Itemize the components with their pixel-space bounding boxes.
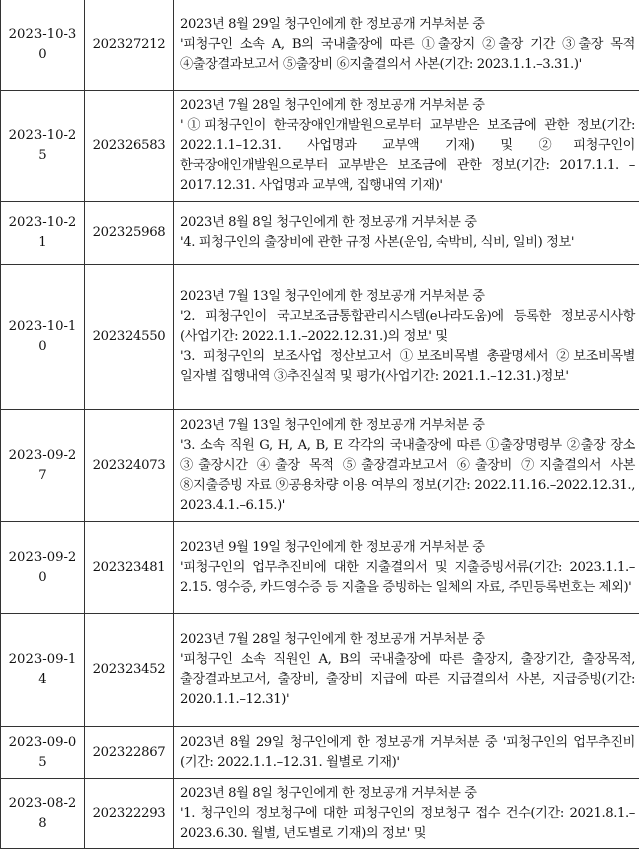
case-number: 202323452 — [85, 614, 174, 727]
decision-date: 2023-10-30 — [1, 0, 85, 91]
table-row — [1, 614, 639, 727]
content-line: '2. 피청구인이 국고보조금통합관리시스템(e나라도움)에 등록한 정보공시사항(사업기간: 2022.1.1.–2022.12.31.)의 정보' 및 — [180, 309, 635, 344]
content-line: 2023년 8월 8일 청구인에게 한 정보공개 거부처분 중 — [180, 215, 477, 230]
decision-content — [174, 614, 639, 727]
content-line: 2023년 7월 28일 청구인에게 한 정보공개 거부처분 중 — [180, 632, 485, 647]
decision-content — [174, 202, 639, 265]
content-line: 2023년 8월 29일 청구인에게 한 정보공개 거부처분 중 — [180, 17, 485, 32]
table-row — [1, 410, 639, 522]
decision-date: 2023-10-25 — [1, 91, 85, 202]
content-line: '피청구인의 업무추진비에 대한 지출결의서 및 지출증빙서류(기간: 2023.1.1.–2.15. 영수증, 카드영수증 등 지출을 증빙하는 일체의 자료, 주민등록번호는 제외)' — [180, 559, 635, 595]
decision-date: 2023-10-10 — [1, 265, 85, 410]
decision-content — [174, 779, 639, 849]
case-number: 202325968 — [85, 202, 174, 265]
content-line: 2023년 7월 13일 청구인에게 한 정보공개 거부처분 중 — [180, 417, 485, 433]
content-line: '피청구인 소속 A, B의 국내출장에 따른 ①출장지 ②출장 기간 ③출장 목적 ④출장결과보고서 ⑤출장비 ⑥지출결의서 사본(기간: 2023.1.1.–3.31.)' — [180, 37, 635, 72]
case-number: 202327212 — [85, 0, 174, 91]
decision-content — [174, 0, 639, 91]
decision-content — [174, 410, 639, 522]
case-number: 202326583 — [85, 91, 174, 202]
decision-date: 2023-09-05 — [1, 727, 85, 779]
case-number: 202324550 — [85, 265, 174, 410]
content-line: 2023년 7월 13일 청구인에게 한 정보공개 거부처분 중 — [180, 289, 485, 304]
content-line: 2023년 8월 8일 청구인에게 한 정보공개 거부처분 중 — [180, 785, 477, 801]
content-line: 2023년 9월 19일 청구인에게 한 정보공개 거부처분 중 — [180, 539, 485, 555]
decision-date: 2023-09-14 — [1, 614, 85, 727]
table-row — [1, 265, 639, 410]
case-number: 202322293 — [85, 779, 174, 849]
table-row — [1, 727, 639, 779]
content-line: '4. 피청구인의 출장비에 관한 규정 사본(운임, 숙박비, 식비, 일비) 정보' — [180, 235, 575, 250]
decision-date: 2023-09-27 — [1, 410, 85, 522]
table-row — [1, 202, 639, 265]
content-line: '피청구인 소속 직원인 A, B의 국내출장에 따른 출장지, 출장기간, 출장목적, 출장결과보고서, 출장비, 출장비 지급에 따른 지급결의서 사본, 지급증빙(기간: 2020.1.1.–12.31)' — [180, 652, 635, 707]
decision-content — [174, 91, 639, 202]
content-line: 2023년 7월 28일 청구인에게 한 정보공개 거부처분 중 — [180, 98, 485, 113]
content-line: 2023년 8월 29일 청구인에게 한 정보공개 거부처분 중 '피청구인의 업무추진비(기간: 2022.1.1.–12.31. 월별로 기재)' — [180, 734, 635, 770]
table-row — [1, 522, 639, 614]
table-row — [1, 779, 639, 849]
decision-content — [174, 522, 639, 614]
decision-date: 2023-09-20 — [1, 522, 85, 614]
content-line: '1. 청구인의 정보청구에 대한 피청구인의 정보청구 접수 건수(기간: 2021.8.1.–2023.6.30. 월별, 년도별로 기재)의 정보' 및 — [180, 805, 635, 841]
decision-content — [174, 727, 639, 779]
content-line: '3. 피청구인의 보조사업 정산보고서 ①보조비목별 총괄명세서 ②보조비목별 일자별 집행내역 ③추진실적 및 평가(사업기간: 2021.1.–12.31.)정보' — [180, 349, 635, 384]
decision-date: 2023-08-28 — [1, 779, 85, 849]
table-row — [1, 0, 639, 91]
case-number: 202322867 — [85, 727, 174, 779]
content-line: '①피청구인이 한국장애인개발원으로부터 교부받은 보조금에 관한 정보(기간: 2022.1.1–12.31. 사업명과 교부액 기재) 및 ②피청구인이 한국장애인개발원으로부터 교부받은 보조금에 관한 정보(기간: 2017.1.1. –2017.12.31. 사업명과 교부액, 집행내역 기재)' — [180, 118, 635, 193]
decision-date: 2023-10-21 — [1, 202, 85, 265]
decision-content — [174, 265, 639, 410]
table-row — [1, 91, 639, 202]
case-number: 202324073 — [85, 410, 174, 522]
content-line: '3. 소속 직원 G, H, A, B, E 각각의 국내출장에 따른 ①출장명령부 ②출장 장소 ③출장시간 ④출장 목적 ⑤출장결과보고서 ⑥출장비 ⑦지출결의서 사본 ⑧지출증빙 자료 ⑨공용차량 이용 여부의 정보(기간: 2022.11.16.–2022.12.31., 2023.4.1.–6.15.)' — [180, 437, 635, 513]
case-number: 202323481 — [85, 522, 174, 614]
